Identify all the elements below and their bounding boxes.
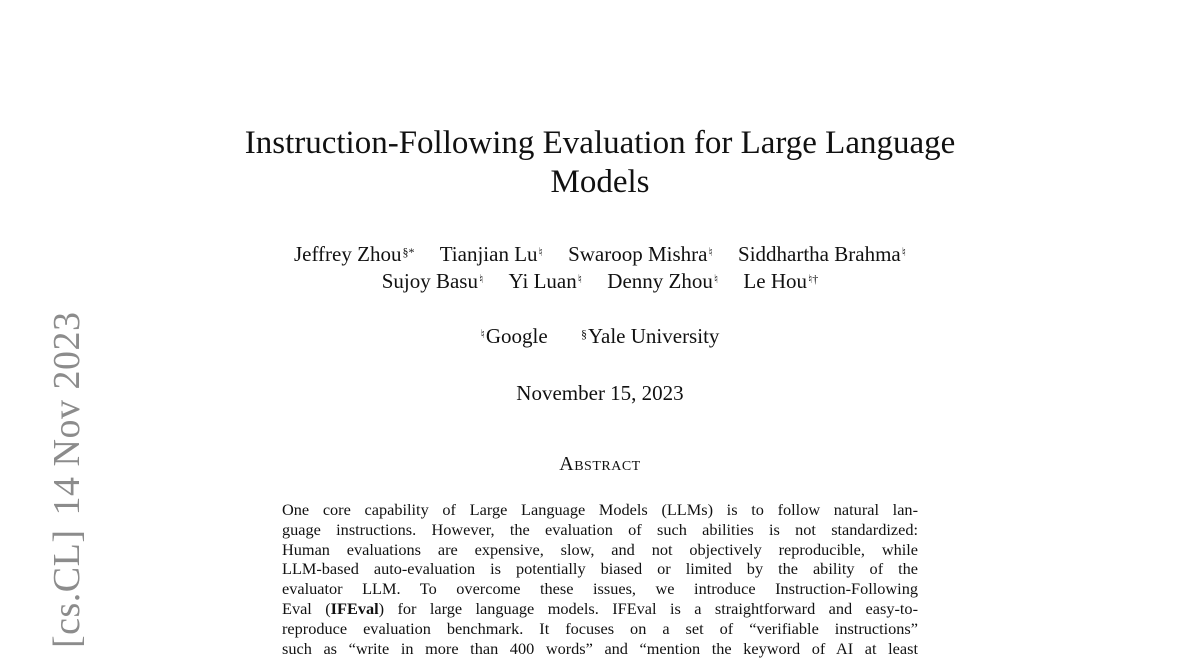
author-marks: ♮† [808, 272, 819, 286]
author-marks: §* [402, 245, 415, 259]
author-name: Swaroop Mishra [568, 242, 708, 266]
author-marks: ♮ [713, 272, 719, 286]
author-name: Sujoy Basu [381, 269, 478, 293]
author [568, 241, 713, 268]
author-name: Siddhartha Brahma [738, 242, 901, 266]
arxiv-category: [cs.CL] [46, 529, 88, 648]
abstract-line: evaluator LLM. To overcome these issues, we introduce Instruction-Following [282, 579, 918, 599]
affiliation [581, 323, 719, 350]
abstract-line: reproduce evaluation benchmark. It focuses on a set of “verifiable instructions” [282, 618, 918, 638]
author-marks: ♮ [901, 245, 907, 259]
affiliation-name: Google [485, 324, 548, 348]
abstract-line: guage instructions. However, the evaluation of such abilities is not standardized: [282, 519, 918, 539]
author [509, 268, 583, 295]
paper-date: November 15, 2023 [516, 381, 684, 405]
author-list [150, 241, 1050, 295]
author-name: Le Hou [743, 269, 807, 293]
abstract-heading: Abstract [559, 453, 641, 475]
author-name: Yi Luan [508, 269, 577, 293]
author-marks: ♮ [478, 272, 484, 286]
arxiv-date: 14 Nov 2023 [46, 311, 88, 516]
author [607, 268, 718, 295]
abstract-line: LLM-based auto-evaluation is potentially biased or limited by the ability of the [282, 559, 918, 579]
author-marks: ♮ [708, 245, 713, 259]
affiliation-mark: ♮ [480, 327, 485, 341]
author [738, 241, 906, 268]
abstract-line: such as “write in more than 400 words” and “mention the keyword of AI at least [282, 638, 918, 658]
author-name: Denny Zhou [607, 269, 713, 293]
arxiv-identifier-stamp [48, 312, 86, 648]
abstract-line: Human evaluations are expensive, slow, and not objectively reproducible, while [282, 539, 918, 559]
affiliation-name: Yale University [587, 324, 720, 348]
affiliation [481, 323, 548, 350]
author-name: Jeffrey Zhou [293, 242, 402, 266]
author-name: Tianjian Lu [439, 242, 538, 266]
affiliation-list [200, 323, 1000, 350]
author-marks: ♮ [538, 245, 543, 259]
author [382, 268, 484, 295]
abstract-body [282, 500, 918, 658]
affiliation-mark: § [580, 327, 587, 341]
ifeval-term: IFEval [330, 598, 379, 618]
abstract-line: One core capability of Large Language Models (LLMs) is to follow natural lan- [282, 500, 918, 519]
abstract-line-ifeval: Eval (IFEval) for large language models. IFEval is a straightforward and easy-to- [282, 598, 918, 618]
author-marks: ♮ [577, 272, 583, 286]
author [294, 241, 415, 268]
author [440, 241, 543, 268]
author [743, 268, 818, 295]
paper-title: Instruction-Following Evaluation for Large Language Models [244, 125, 956, 200]
